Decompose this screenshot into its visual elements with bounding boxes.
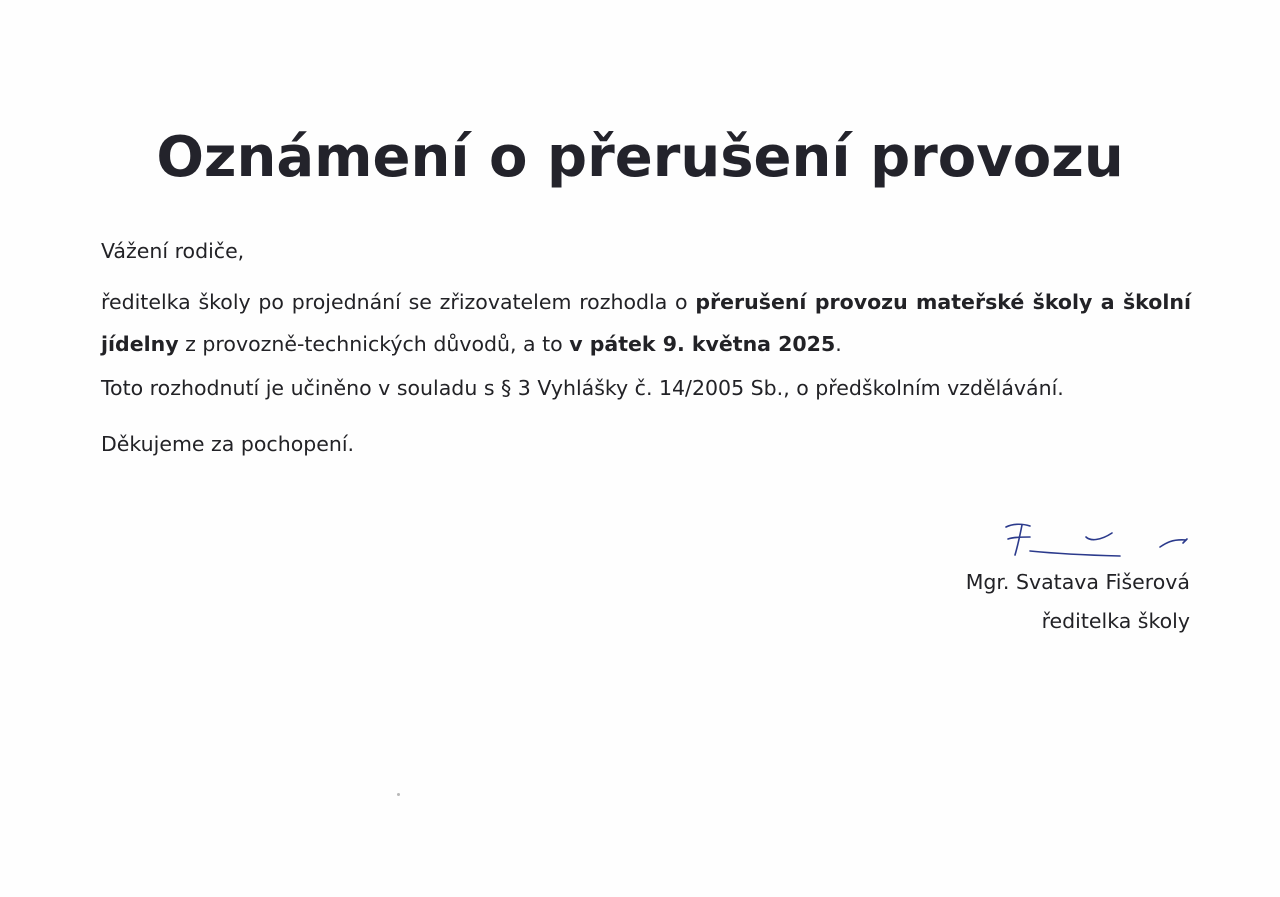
paragraph-decision-date: v pátek 9. května 2025 [569,332,836,356]
signatory-name: Mgr. Svatava Fišerová [965,570,1190,594]
scan-speck [397,793,400,796]
paragraph-legal-basis: Toto rozhodnutí je učiněno v souladu s § 3 Vyhlášky č. 14/2005 Sb., o předškolním vzdělávání. [101,376,1064,400]
paragraph-decision-text-3: . [835,332,842,356]
paragraph-decision-text-2: z provozně-technických důvodů, a to [178,332,570,356]
paragraph-decision [101,281,1191,365]
document-title: Oznámení o přerušení provozu [156,125,1124,190]
paragraph-thanks: Děkujeme za pochopení. [101,432,355,456]
signatory-role: ředitelka školy [1041,609,1190,633]
handwritten-signature [1000,515,1200,575]
salutation: Vážení rodiče, [101,239,245,263]
paragraph-decision-text-1: ředitelka školy po projednání se zřizovatelem rozhodla o [101,290,696,314]
paragraph-decision-bold-1: přerušení provozu mateřské školy a školní jídelny [101,290,1191,356]
